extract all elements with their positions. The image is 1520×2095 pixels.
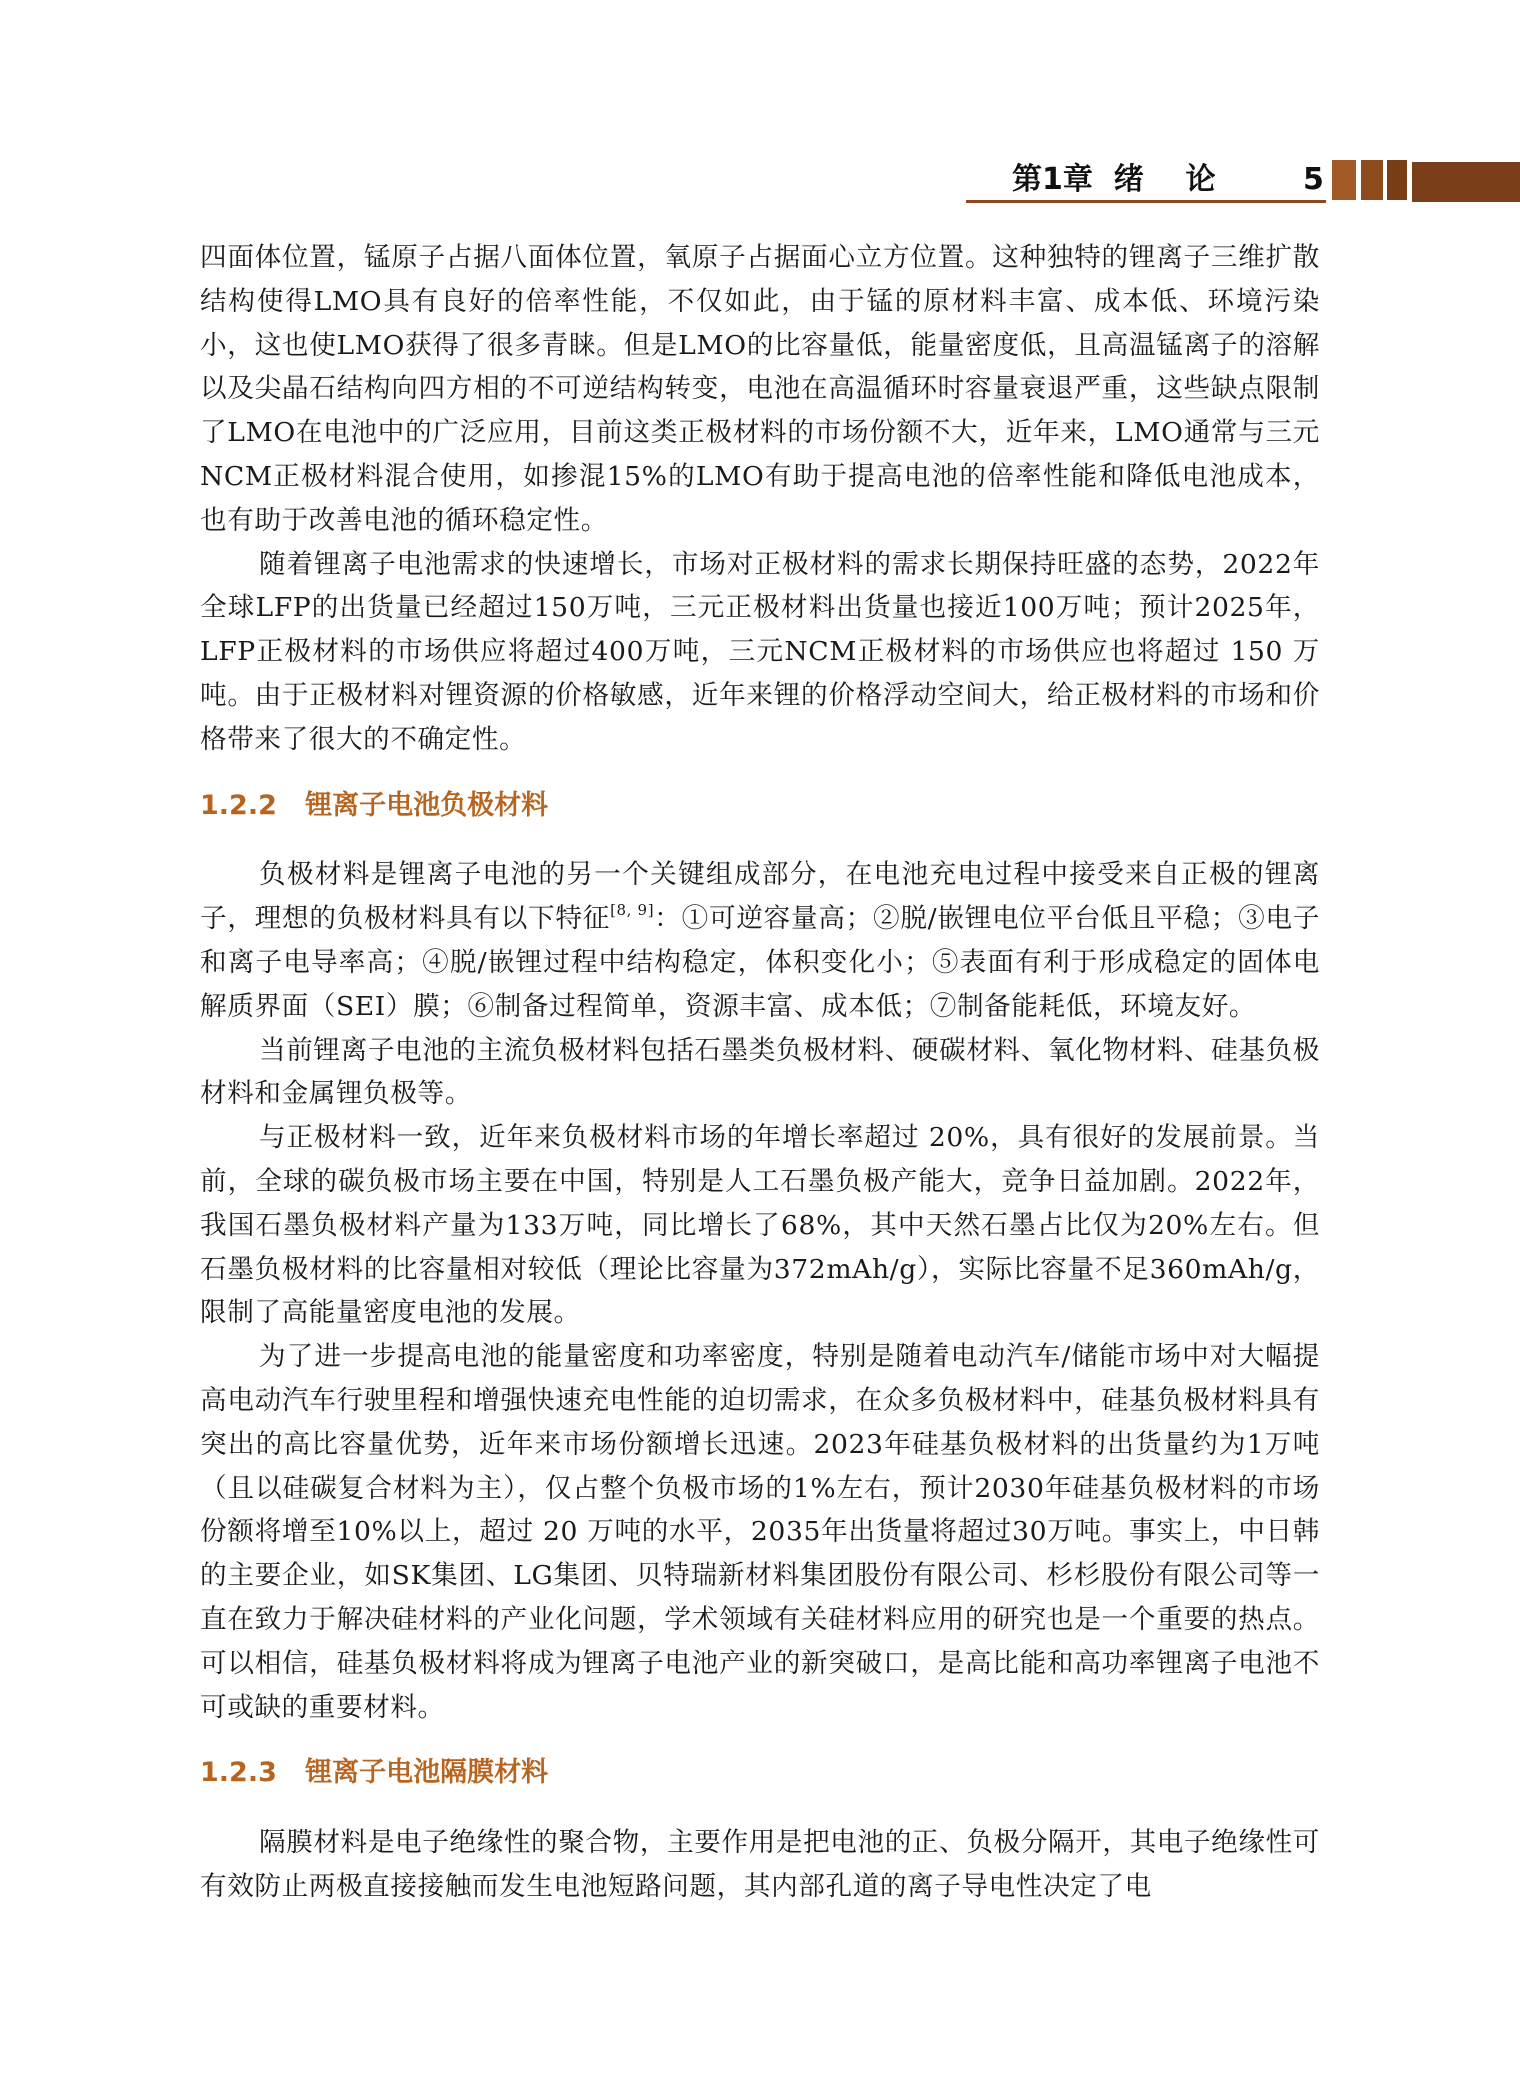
paragraph-text: 负极材料是锂离子电池的另一个关键组成部分，在电池充电过程中接受来自正极的锂离子，理想的负极材料具有以下特征 xyxy=(200,859,1320,935)
body-paragraph xyxy=(200,853,1320,1028)
header-rule xyxy=(966,200,1326,203)
page-body xyxy=(200,236,1320,1909)
body-paragraph: 为了进一步提高电池的能量密度和功率密度，特别是随着电动汽车/储能市场中对大幅提高电动汽车行驶里程和增强快速充电性能的迫切需求，在众多负极材料中，硅基负极材料具有突出的高比容量优势，近年来市场份额增长迅速。2023年硅基负极材料的出货量约为1万吨（且以硅碳复合材料为主），仅占整个负极市场的1%左右，预计2030年硅基负极材料的市场份额将增至10%以上，超过 20 万吨的水平，2035年出货量将超过30万吨。事实上，中日韩的主要企业，如SK集团、LG集团、贝特瑞新材料集团股份有限公司、杉杉股份有限公司等一直在致力于解决硅材料的产业化问题，学术领域有关硅材料应用的研究也是一个重要的热点。可以相信，硅基负极材料将成为锂离子电池产业的新突破口，是高比能和高功率锂离子电池不可或缺的重要材料。 xyxy=(200,1341,1320,1723)
chapter-title: 第1章 绪 论 xyxy=(1012,162,1216,197)
section-heading-1-2-3 xyxy=(200,1751,1320,1795)
running-header xyxy=(966,160,1520,202)
section-number: 1.2.2 xyxy=(200,789,277,821)
header-tab-decoration xyxy=(1361,160,1383,200)
paragraph-text: ：①可逆容量高；②脱/嵌锂电位平台低且平稳；③电子和离子电导率高；④脱/嵌锂过程中结构稳定，体积变化小；⑤表面有利于形成稳定的固体电解质界面（SEI）膜；⑥制备过程简单，资源丰富、成本低；⑦制备能耗低，环境友好。 xyxy=(200,903,1320,1022)
citation: [8, 9] xyxy=(610,901,655,920)
header-tab-decoration xyxy=(1387,160,1407,200)
body-paragraph: 四面体位置，锰原子占据八面体位置，氧原子占据面心立方位置。这种独特的锂离子三维扩散结构使得LMO具有良好的倍率性能，不仅如此，由于锰的原材料丰富、成本低、环境污染小，这也使LMO获得了很多青睐。但是LMO的比容量低，能量密度低，且高温锰离子的溶解以及尖晶石结构向四方相的不可逆结构转变，电池在高温循环时容量衰退严重，这些缺点限制了LMO在电池中的广泛应用，目前这类正极材料的市场份额不大，近年来，LMO通常与三元NCM正极材料混合使用，如掺混15%的LMO有助于提高电池的倍率性能和降低电池成本，也有助于改善电池的循环稳定性。 xyxy=(200,242,1320,536)
header-tab-decoration xyxy=(1412,162,1520,202)
body-paragraph: 隔膜材料是电子绝缘性的聚合物，主要作用是把电池的正、负极分隔开，其电子绝缘性可有效防止两极直接接触而发生电池短路问题，其内部孔道的离子导电性决定了电 xyxy=(200,1827,1320,1902)
section-number: 1.2.3 xyxy=(200,1757,277,1789)
section-title: 锂离子电池隔膜材料 xyxy=(305,1757,549,1789)
header-tab-decoration xyxy=(1332,160,1356,200)
page-number: 5 xyxy=(1303,162,1324,197)
section-title: 锂离子电池负极材料 xyxy=(305,789,549,821)
body-paragraph: 与正极材料一致，近年来负极材料市场的年增长率超过 20%，具有很好的发展前景。当前，全球的碳负极市场主要在中国，特别是人工石墨负极产能大，竞争日益加剧。2022年，我国石墨负极材料产量为133万吨，同比增长了68%，其中天然石墨占比仅为20%左右。但石墨负极材料的比容量相对较低（理论比容量为372mAh/g），实际比容量不足360mAh/g，限制了高能量密度电池的发展。 xyxy=(200,1122,1320,1329)
body-paragraph: 当前锂离子电池的主流负极材料包括石墨类负极材料、硬碳材料、氧化物材料、硅基负极材料和金属锂负极等。 xyxy=(200,1034,1320,1110)
body-paragraph: 随着锂离子电池需求的快速增长，市场对正极材料的需求长期保持旺盛的态势，2022年全球LFP的出货量已经超过150万吨，三元正极材料出货量也接近100万吨；预计2025年，LFP正极材料的市场供应将超过400万吨，三元NCM正极材料的市场供应也将超过 150 万吨。由于正极材料对锂资源的价格敏感，近年来锂的价格浮动空间大，给正极材料的市场和价格带来了很大的不确定性。 xyxy=(200,548,1320,755)
section-heading-1-2-2 xyxy=(200,784,1320,828)
